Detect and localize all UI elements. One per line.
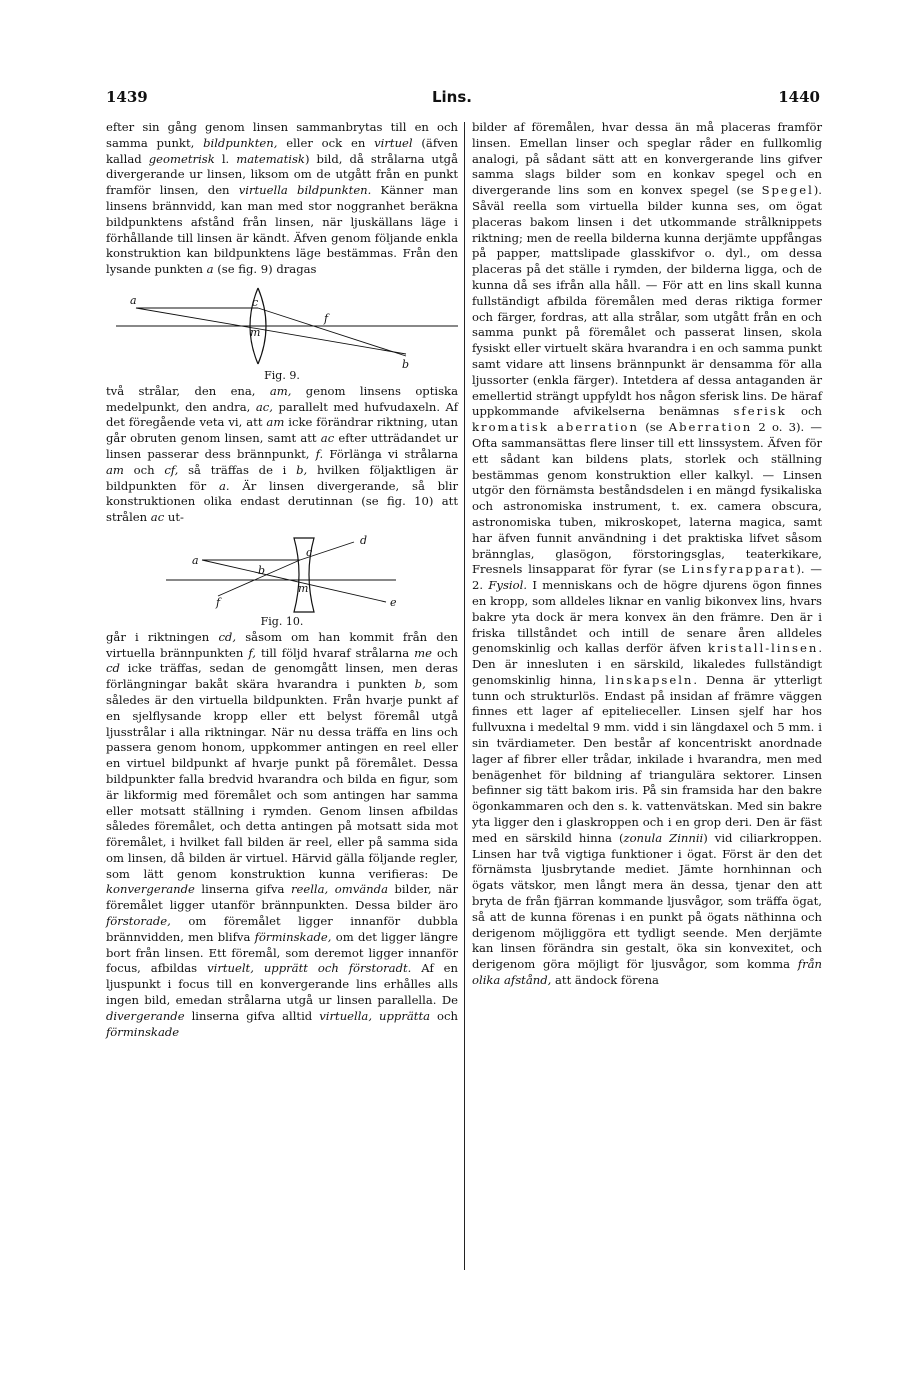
italic-run: från olika afstånd, [472, 957, 822, 988]
text-run: genom linsens optiska medelpunkt, den andra, [106, 383, 458, 414]
italic-run: virtuella, upprätta [319, 1008, 431, 1023]
text-run: parallelt med hufvudaxeln. Af det föregående veta vi, att [106, 399, 458, 430]
italic-run: f, [248, 645, 256, 660]
spaced-run: Linsfyrapparat [681, 562, 797, 577]
text-run: 2 o. 3). — Ofta sammansättas flere linser till ett linssystem. Äfven för ett sådant kan bildens plats, storlek och ställning bestämmas genom konstruktion eller kalkyl. — Linsen utgör den förnämsta beståndsdelen i en mängd fysikaliska och astronomiska instrument, t. ex. camera obscura, astronomiska tuben, mikroskopet, laterna magica, samt har äfven funnit användning i det praktiska lifvet såsom brännglas, glasögon, förstoringsglas, teaterkikare, Fresnels linsapparat för fyrar (se [472, 420, 822, 577]
fig9-label-f: f [324, 311, 329, 325]
spaced-run: Aberration [668, 420, 753, 435]
text-run: . Den är innesluten i en särskild, likaledes fullständigt genomskinlig hinna, [472, 641, 822, 687]
italic-run: virtuelt, upprätt och förstoradt. [207, 961, 412, 976]
text-run: två strålar, den ena, [106, 383, 270, 398]
text-run: Af en ljuspunkt i focus till en konvergerande lins erhålles alls ingen bild, emedan strålarna utgå ur linsen parallella. De [106, 961, 458, 1008]
figure-9-diagram [106, 278, 458, 368]
text-run: ) bild, då strålarna utgå divergerande ur linsen, liksom om de utgått från en punkt framför linsen, den [106, 151, 459, 198]
text-run: som således är den virtuella bildpunkten. Från hvarje punkt af en sjelflysande kropp eller ett belyst föremål utgå ljusstrålar i alla riktningar. När nu dessa träffa en lins och passera genom honom, uppkommer antingen en reel eller en virtuel bildpunkt af hvarje punkt på föremålet. Dessa bildpunkter falla bredvid hvarandra och bilda en figur, som är likformig med föremålet och som antingen har samma eller motsatt ställning i rymden. Genom linsen afbildas således föremålet, och detta antingen på motsatt sida mot föremålet, i hvilket fall bilden är reel, eller på samma sida om linsen, då bilden är virtuel. Härvid gälla följande regler, som lätt genom konstruktion kunna verifieras: De [106, 677, 458, 881]
italic-run: Fysiol. [488, 578, 528, 593]
paragraph [106, 120, 458, 278]
spaced-run: kromatisk aberration [472, 420, 639, 435]
fig9-label-c: c [252, 295, 259, 309]
right-column [472, 120, 822, 989]
text-run: om det ligger längre bort från linsen. Ett föremål, som deremot ligger innanför focus, afbildas [106, 929, 458, 976]
italic-run: bildpunkten, [203, 135, 278, 150]
fig9-label-b: b [402, 357, 410, 368]
text-run: ut- [164, 510, 184, 525]
page-number-right: 1440 [778, 88, 820, 106]
text-run: efter sin gång genom linsen sammanbrytas till en och samma punkt, [106, 120, 458, 150]
paragraph [472, 120, 822, 989]
text-run: I menniskans och de högre djurens ögon finnes en kropp, som alldeles liknar en vanlig bikonvex lins, hvars bakre yta dock är mera konvex än den främre. Den är i friska tillståndet och intill de senare åren alldeles genomskinlig och kallas derför äfven [472, 578, 822, 656]
text-run: såsom om han kommit från den virtuella brännpunkten [106, 629, 459, 660]
fig10-label-e: e [390, 595, 397, 609]
text-run: Förlänga vi strålarna [323, 446, 458, 461]
fig9-label-a: a [130, 293, 137, 307]
text-run: bilder af föremålen, hvar dessa än må placeras framför linsen. Emellan linser och speglar råder en fullkomlig analogi, på sådant sätt att en konvergerande lins gifver samma slags bilder som en konkav spegel och en divergerande lins som en konvex spegel (se [472, 120, 822, 198]
italic-run: ac, [255, 399, 273, 414]
fig10-label-d: d [360, 533, 368, 547]
text-run: eller ock en [277, 135, 375, 150]
figure-10 [106, 526, 458, 614]
italic-run: förminskade, [254, 929, 332, 944]
italic-run: ac [320, 431, 335, 446]
text-run: och [430, 1008, 458, 1023]
fig10-label-f: f [216, 595, 221, 609]
text-run: (äfven kallad [106, 135, 459, 166]
page-number-left: 1439 [106, 88, 148, 106]
text-run: så träffas de i [178, 462, 297, 477]
figure-9-caption: Fig. 9. [264, 368, 300, 382]
italic-run: virtuel [374, 135, 413, 150]
text-run: att ändock förena [551, 973, 659, 988]
italic-run: me [414, 645, 433, 660]
text-run: och [786, 404, 822, 419]
text-run: Är linsen divergerande, så blir konstruktionen olika endast derutinnan (se fig. 10) att strålen [106, 478, 459, 525]
italic-run: b, [414, 677, 426, 692]
italic-run: b, [296, 462, 308, 477]
text-run: till följd hvaraf strålarna [255, 645, 415, 660]
italic-run: divergerande [106, 1008, 185, 1023]
running-title: Lins. [431, 88, 472, 106]
italic-run: konvergerande [106, 882, 195, 897]
text-run: icke förändrar riktning, utan går obruten genom linsen, samt att [106, 415, 458, 446]
text-run: hvilken följaktligen är bildpunkten för [106, 462, 458, 493]
italic-run: am [266, 415, 285, 430]
column-divider [464, 122, 465, 1270]
fig10-label-m: m [298, 581, 309, 595]
italic-run: matematisk [236, 151, 305, 166]
italic-run: cd [106, 661, 120, 676]
italic-run: f. [315, 446, 324, 461]
paragraph [106, 384, 458, 526]
fig9-label-m: m [250, 325, 261, 339]
italic-run: cd, [218, 629, 237, 644]
figure-10-diagram [106, 526, 458, 614]
text-run: går i riktningen [106, 629, 219, 644]
fig10-label-b: b [258, 563, 266, 577]
text-run: ). — 2. [472, 562, 822, 593]
spaced-run: sferisk [733, 404, 787, 419]
italic-run: a [206, 262, 214, 277]
text-run: bilder, när föremålet ligger utanför brännpunkten. Dessa bilder äro [106, 882, 458, 913]
italic-run: a. [218, 478, 230, 493]
text-run: och [123, 462, 165, 477]
text-run: linserna gifva alltid [184, 1008, 320, 1023]
figure-9 [106, 278, 458, 368]
fig10-label-a: a [192, 553, 199, 567]
text-run: och [432, 645, 458, 660]
text-run: (se fig. 9) dragas [213, 262, 317, 277]
spaced-run: kristall-linsen [708, 641, 819, 656]
text-run: icke träffas, sedan de genomgått linsen, men deras förlängningar bakåt skära hvarandra i punkten [106, 661, 458, 692]
spaced-run: linskapseln [605, 672, 694, 687]
text-run: ) vid ciliarkroppen. Linsen har två vigtiga funktioner i ögat. Först är den det förnämsta ljusbrytande mediet. Jämte hornhinnan och ögats vätskor, men långt mera än dessa, tjenar den att bryta de från fjärran kommande ljusvågor, som träffa ögat, så att de kunna förenas i en punkt på ögats näthinna och derigenom möjliggöra ett tydligt seende. Men derjämte kan linsen förändra sin gestalt, öka sin konvexitet, och derigenom göra möjligt för ljusvågor, som komma [472, 830, 822, 972]
italic-run: förstorade, [106, 914, 171, 929]
text-run: Känner man linsens brännvidd, kan man med stor noggranhet beräkna bildpunktens afstånd från linsen, när ljuskällans läge i förhållande till linsen är kändt. Äfven genom följande enkla konstruktion kan bildpunktens läge bestämmas. Från den lysande punkten [106, 183, 458, 277]
italic-run: cf, [164, 462, 179, 477]
italic-run: reella, omvända [290, 882, 388, 897]
italic-run: am, [269, 383, 292, 398]
text-run: ). Såväl reella som virtuella bilder kunna ses, om ögat placeras bakom linsen i det utkommande strålknippets riktning; men de reella bilderna kunna derjämte uppfångas på papper, mattslipade glasskifvor o. dyl., om dessa placeras på det ställe i rymden, der bilderna ligga, och de kunna då ses ifrån alla håll. — För att en lins skall kunna fullständigt afbilda föremålen med deras riktiga former och färger, fordras, att alla strålar, som utgått från en och samma punkt på föremålet och passerat linsen, skola fysiskt eller virtuelt skära hvarandra i en och samma punkt samt vidare att linsens brännpunkt är densamma för alla ljussorter (enkla färger). Intetdera af dessa antaganden är emellertid strängt uppfyldt hos någon sferisk lins. De häraf uppkommande afvikelserna benämnas [472, 183, 822, 419]
italic-run: virtuella bildpunkten. [238, 183, 372, 198]
figure-10-caption: Fig. 10. [260, 614, 304, 628]
text-run: (se [639, 420, 669, 435]
paragraph [106, 630, 458, 1041]
text-run: efter utträdandet ur linsen passerar dess brännpunkt, [106, 431, 459, 461]
left-column [106, 120, 458, 1040]
text-run: om föremålet ligger innanför dubbla brännvidden, men blifva [106, 914, 458, 944]
fig10-label-c: c [306, 545, 313, 559]
page-header [0, 88, 904, 114]
text-run: linserna gifva [194, 882, 291, 897]
text-run: l. [214, 151, 237, 166]
spaced-run: Spegel [761, 183, 814, 198]
text-run: . Denna är ytterligt tunn och strukturlös. Endast på insidan af främre väggen finnes ett lager af epitelieceller. Linsen sjelf har hos fullvuxna i medeltal 9 mm. vidd i sin längdaxel och 5 mm. i sin tvärdiameter. Den består af koncentriskt anordnade lager af fibrer eller trådar, inkilade i hvarandra, men med benägenhet för bildning af triangulära sektorer. Linsen befinner sig tätt bakom iris. På sin framsida har den bakre ögonkammaren och den s. k. vattenvätskan. Med sin bakre yta ligger den i glaskroppen och i en grop deri. Den är fäst med en särskild hinna ( [472, 672, 822, 845]
italic-run: geometrisk [148, 151, 215, 166]
italic-run: ac [150, 510, 165, 525]
italic-run: am [106, 462, 124, 477]
italic-run: förminskade [106, 1024, 180, 1039]
italic-run: zonula Zinnii [623, 830, 704, 845]
